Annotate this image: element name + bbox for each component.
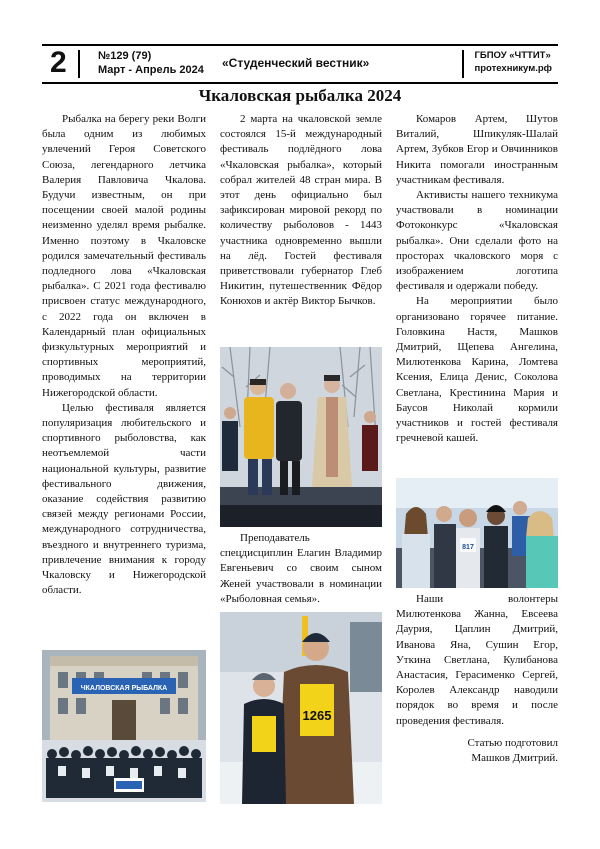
header-divider [462, 50, 464, 78]
org-info [475, 49, 552, 75]
article-column-1 [42, 112, 206, 599]
article-column-2 [220, 112, 382, 310]
photo-festival-guests [220, 347, 382, 527]
bib-number: 817 [462, 544, 474, 551]
paragraph: Рыбалка на берегу реки Волги была одним из любимых увлечений Героя Советского Союза, легендарного летчика Валерия Павловича Чкалова. Будучи известным, он при посещении своей малой родины неизменно уделял время рыбалке. Именно поэтому в Чкаловске родился замечательный фестиваль подледного лова «Чкаловская рыбалка». С 2021 года фестивалю присвоен статус международного, с 2022 года он включен в Календарный план официальных физкультурных мероприятий и спортивных мероприятий, проводимых на территории Нижегородской области. [42, 113, 206, 399]
photo-festival-crowd [42, 650, 206, 802]
caption-text: Преподаватель спецдисциплин Елагин Владимир Евгеньевич со своим сыном Женей участвовали в номинации «Рыболовная семья». [220, 532, 382, 605]
article-signature [396, 736, 558, 766]
photo-volunteers [396, 478, 558, 588]
paragraph: Целью фестиваля является популяризация любительского и спортивного рыболовства, как неотъемлемой части национальной культуры, развитие фестивального движения, оказание содействия развитию связей между регионами России, международного сотрудничества, въездного и внутреннего туризма, привлечение внимания к городу Чкаловску и Нижегородской области. [42, 401, 206, 597]
article-column-3 [396, 112, 558, 446]
page-number: 2 [50, 46, 67, 79]
caption-volunteers [396, 592, 558, 729]
caption-teacher [220, 531, 382, 607]
header-divider [78, 50, 80, 78]
signature-label: Статью подготовил [467, 737, 558, 749]
paragraph: Комаров Артем, Шутов Виталий, Шпикуляк-Шалай Артем, Зубков Егор и Овчинников Никита помогали иностранным участникам фестиваля. [396, 113, 558, 186]
paragraph: 2 марта на чкаловской земле состоялся 15-й международный фестиваль подлёдного лова «Чкаловская рыбалка», который собрал жителей 48 стран мира. В этот день официально был зафиксирован мировой рекорд по количеству рыболовов - 1443 участника одновременно вышли на лёд. Гостей фестиваля приветствовали губернатор Глеб Никитин, путешественник Фёдор Конюхов и актёр Виктор Бычков. [220, 113, 382, 308]
paragraph: На мероприятии было организовано горячее питание. Головкина Настя, Машков Дмитрий, Щепева Ангелина, Милютенкова Карина, Ломтева Ксения, Елица Денис, Соколова Светлана, Крестинина Мария и Баусов Николай кормили участников и гостей фестиваля гречневой кашей. [396, 295, 558, 445]
org-name: ГБПОУ «ЧТТИТ» [474, 50, 551, 61]
publication-title: «Студенческий вестник» [222, 56, 370, 70]
bib-number: 1265 [302, 708, 332, 723]
photo-fishing-family [220, 612, 382, 804]
caption-text: Наши волонтеры Милютенкова Жанна, Евсеева Даурия, Цаплин Дмитрий, Иванова Яна, Сушин Егор, Уткина Светлана, Кулибанова Анастасия, Герасименко Сергей, Королев Александр наводили порядок во время и после проведения фестиваля. [396, 593, 558, 727]
page-header [42, 44, 558, 84]
issue-info [98, 49, 204, 77]
banner-text: ЧКАЛОВСКАЯ РЫБАЛКА [80, 685, 168, 692]
org-site: протехникум.рф [474, 63, 552, 74]
paragraph: Активисты нашего техникума участвовали в номинации Фотоконкурс «Чкаловская рыбалка». Они сделали фото на просторах чкаловского моря с изображением логотипа фестиваля и одержали победу. [396, 189, 558, 293]
article-title: Чкаловская рыбалка 2024 [198, 86, 402, 105]
issue-date: Март - Апрель 2024 [98, 64, 204, 76]
issue-number: №129 (79) [98, 50, 152, 62]
signature-author: Машков Дмитрий. [471, 752, 558, 765]
